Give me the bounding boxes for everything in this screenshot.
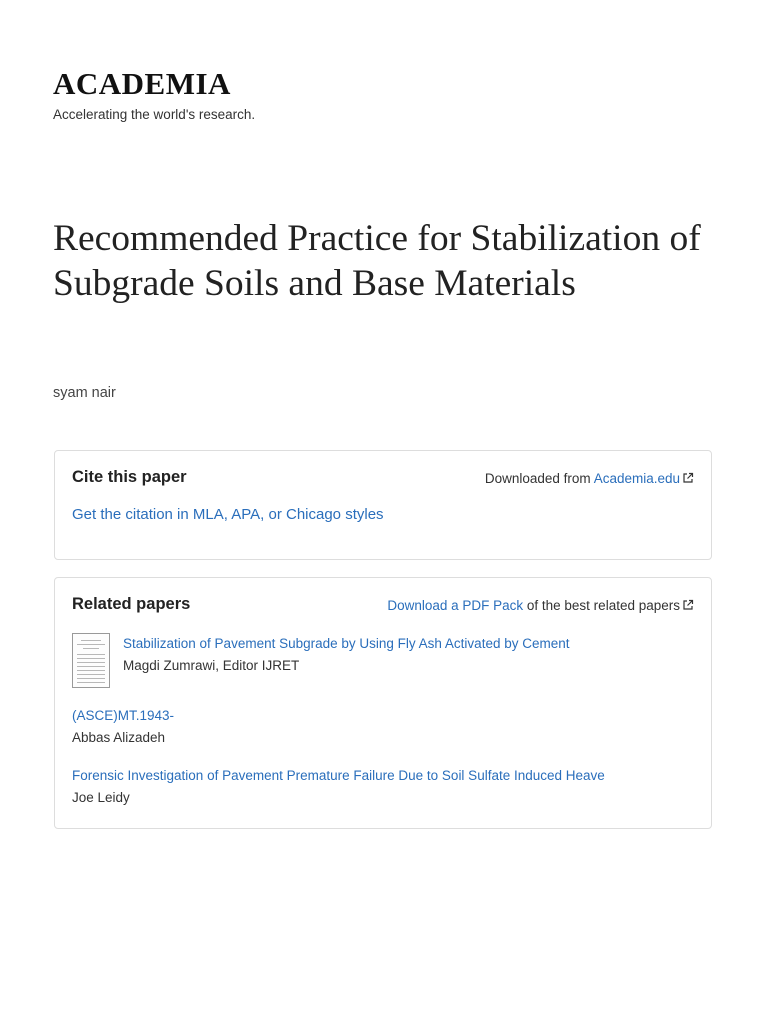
related-item bbox=[72, 707, 174, 745]
cite-heading: Cite this paper bbox=[72, 468, 187, 486]
cite-card bbox=[54, 450, 712, 560]
related-item-author[interactable]: Joe Leidy bbox=[72, 790, 130, 805]
related-heading: Related papers bbox=[72, 595, 191, 613]
external-link-icon[interactable] bbox=[682, 472, 694, 484]
paper-title: Recommended Practice for Stabilization of Subgrade Soils and Base Materials bbox=[53, 218, 701, 304]
related-item bbox=[72, 767, 605, 805]
related-card bbox=[54, 577, 712, 829]
pdf-pack-link[interactable]: Download a PDF Pack bbox=[387, 598, 524, 613]
downloaded-prefix: Downloaded from bbox=[484, 471, 594, 486]
tagline: Accelerating the world's research. bbox=[53, 107, 256, 122]
downloaded-from bbox=[485, 471, 694, 486]
related-item-author[interactable]: Abbas Alizadeh bbox=[72, 730, 166, 745]
related-item-title[interactable]: (ASCE)MT.1943- bbox=[72, 708, 175, 723]
pdf-pack bbox=[387, 598, 694, 613]
pdf-pack-suffix: of the best related papers bbox=[523, 598, 680, 613]
citation-link[interactable]: Get the citation in MLA, APA, or Chicago styles bbox=[72, 506, 384, 523]
academia-link[interactable]: Academia.edu bbox=[593, 471, 680, 486]
related-item bbox=[123, 635, 570, 673]
related-item-author[interactable]: Magdi Zumrawi, Editor IJRET bbox=[123, 658, 300, 673]
related-item-title[interactable]: Stabilization of Pavement Subgrade by Using Fly Ash Activated by Cement bbox=[123, 636, 570, 651]
related-item-title[interactable]: Forensic Investigation of Pavement Premature Failure Due to Soil Sulfate Induced Heave bbox=[72, 768, 605, 783]
paper-author[interactable]: syam nair bbox=[53, 385, 116, 401]
paper-thumbnail-icon[interactable] bbox=[72, 633, 110, 688]
academia-logo[interactable]: ACADEMIA bbox=[53, 66, 231, 101]
external-link-icon[interactable] bbox=[682, 599, 694, 611]
